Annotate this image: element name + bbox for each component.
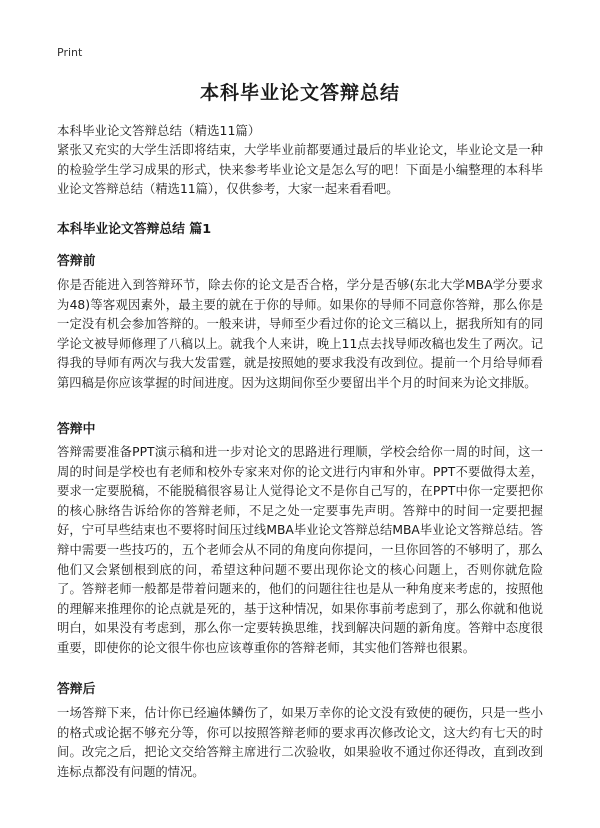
after-heading: 答辩后 <box>57 682 96 697</box>
before-paragraph: 你是否能进入到答辩环节，除去你的论文是否合格，学分是否够(东北大学MBA学分要求为48)等客观因素外，最主要的就在于你的导师。如果你的导师不同意你答辩，那么你是一定没有机会参加答辩的。一般来讲，导师至少看过你的论文三稿以上，据我所知有的同学论文被导师修理了八稿以上。就我个人来讲，晚上11点去找导师改稿也发生了两次。记得我的导师有两次与我大发雷霆，就是按照她的要求我没有改到位。提前一个月给导师看第四稿是你应该掌握的时间进度。因为这期间你至少要留出半个月的时间来为论文排版。 <box>57 278 543 390</box>
intro-paragraph: 紧张又充实的大学生活即将结束，大学毕业前都要通过最后的毕业论文，毕业论文是一种的检验学生学习成果的形式，快来参考毕业论文是怎么写的吧！下面是小编整理的本科毕业论文答辩总结（精选11篇），仅供参考，大家一起来看看吧。 <box>57 143 543 197</box>
during-paragraph: 答辩需要准备PPT演示稿和进一步对论文的思路进行理顺，学校会给你一周的时间，这一周的时间是学校也有老师和校外专家来对你的论文进行内审和外审。PPT不要做得太差，要求一定要脱稿，不能脱稿很容易让人觉得论文不是你自己写的，在PPT中你一定要把你的核心脉络告诉给你的答辩老师，不足之处一定要事先声明。答辩中的时间一定要把握好，宁可早些结束也不要将时间压过线MBA毕业论文答辩总结MBA毕业论文答辩总结。答辩中需要一些技巧的，五个老师会从不同的角度向你提问，一旦你回答的不够明了，那么他们又会紧刨根到底的问，希望这种问题不要出现你论文的核心问题上，否则你就危险了。答辩老师一般都是带着问题来的，他们的问题往往也是从一种角度来考虑的，按照他的理解来推理你的论点就是死的，基于这种情况，如果你事前考虑到了，那么你就和他说明白，如果没有考虑到，那么你一定要转换思维，找到解决问题的新角度。答辩中态度很重要，即使你的论文很牛你也应该尊重你的答辩老师，其实他们答辩也很累。 <box>57 445 543 655</box>
print-link[interactable]: Print <box>57 46 83 59</box>
page-title: 本科毕业论文答辩总结 <box>199 82 400 104</box>
before-heading: 答辩前 <box>57 254 96 269</box>
during-heading: 答辩中 <box>57 422 96 437</box>
page-subtitle: 本科毕业论文答辩总结（精选11篇） <box>57 123 261 138</box>
after-paragraph: 一场答辩下来，估计你已经遍体鳞伤了，如果万幸你的论文没有致使的硬伤，只是一些小的格式或论据不够充分等，你可以按照答辩老师的要求再次修改论文，这大约有七天的时间。改完之后，把论文交给答辩主席进行二次验收，如果验收不通过你还得改，直到改到连标点都没有问题的情况。 <box>57 706 543 779</box>
section-title: 本科毕业论文答辩总结 篇1 <box>57 222 212 237</box>
